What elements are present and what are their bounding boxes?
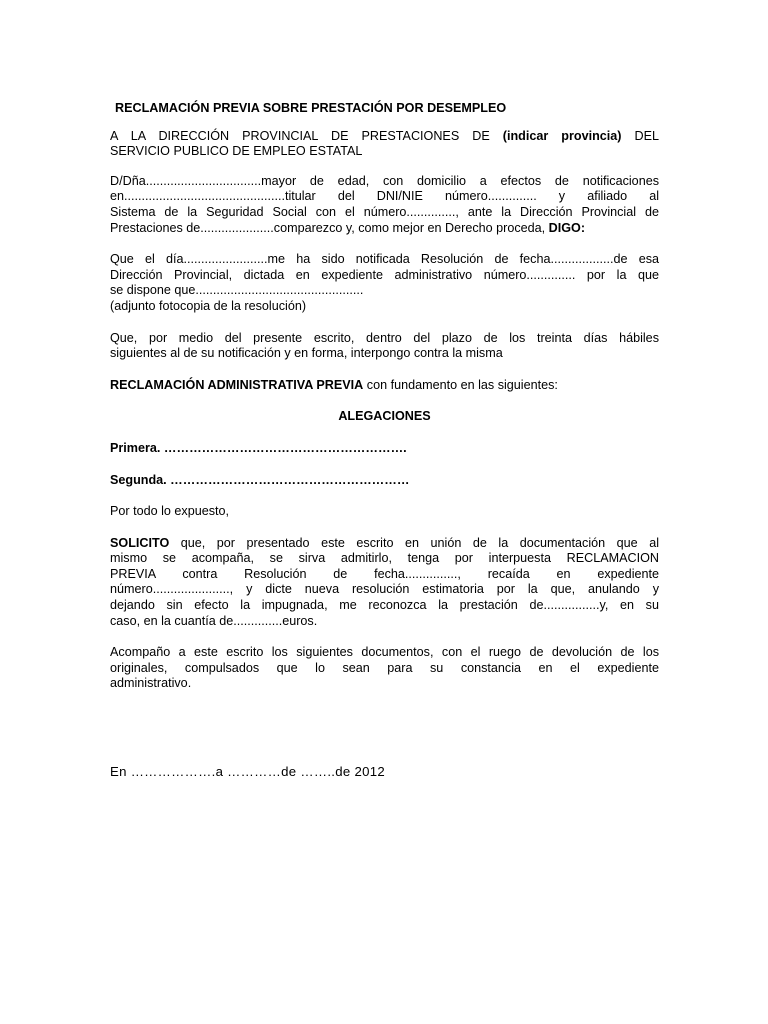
addressee-line-2: SERVICIO PUBLICO DE EMPLEO ESTATAL: [110, 144, 363, 159]
request-line-4: número......................, y dicte nueva resolución estimatoria por la que, anulando y: [110, 582, 659, 597]
request-solicito: SOLICITO: [110, 535, 170, 550]
conclusion-text: Por todo lo expuesto,: [110, 504, 230, 519]
attachments-line-1: Acompaño a este escrito los siguientes documentos, con el ruego de devolución de los: [110, 645, 659, 660]
request-line-6: caso, en la cuantía de..............euros.: [110, 613, 318, 628]
attachments-line-3: administrativo.: [110, 676, 192, 691]
attachments-paragraph: [110, 645, 659, 692]
request-line-1: [110, 536, 659, 552]
request-line-2: mismo se acompaña, se sirva admitirlo, tenga por interpuesta RECLAMACION: [110, 551, 659, 566]
intro-line-1: D/Dña.................................mayor de edad, con domicilio a efectos de notificaciones: [110, 173, 659, 188]
document-page: [110, 101, 659, 692]
allegations-heading: ALEGACIONES: [338, 409, 431, 424]
facts-line-4: (adjunto fotocopia de la resolución): [110, 298, 307, 313]
addressee-text: A LA DIRECCIÓN PROVINCIAL DE PRESTACIONES DE: [110, 128, 503, 143]
intro-line-3: Sistema de la Seguridad Social con el número.............., ante la Dirección Provincial de: [110, 204, 659, 219]
facts-line-2: Dirección Provincial, dictada en expediente administrativo número.............. por la que: [110, 267, 659, 282]
addressee-province-placeholder: (indicar provincia): [502, 128, 622, 143]
deadline-paragraph: [110, 331, 659, 362]
intro-digo: DIGO:: [548, 220, 586, 235]
second-allegation: [110, 473, 659, 489]
addressee-paragraph: [110, 129, 659, 160]
document-title: RECLAMACIÓN PREVIA SOBRE PRESTACIÓN POR DESEMPLEO: [115, 101, 507, 115]
date-place-line: En ……………….a …………de ……..de 2012: [110, 764, 386, 779]
claim-text: con fundamento en las siguientes:: [363, 377, 558, 392]
addressee-line-1: [110, 129, 659, 145]
claim-heading: RECLAMACIÓN ADMINISTRATIVA PREVIA: [110, 377, 364, 392]
second-allegation-label: Segunda.: [110, 472, 167, 487]
facts-paragraph: [110, 252, 659, 314]
attachments-line-2: originales, compulsados que lo sean para su constancia en el expediente: [110, 660, 659, 675]
claim-paragraph: [110, 378, 659, 394]
intro-paragraph: [110, 174, 659, 236]
request-line-1-text: que, por presentado este escrito en unión de la documentación que al: [169, 535, 659, 550]
second-allegation-dots: …………………………………………………: [166, 472, 410, 487]
facts-line-1: Que el día........................me ha sido notificada Resolución de fecha..................de esa: [110, 252, 659, 267]
first-allegation: [110, 441, 659, 457]
intro-line-2: en..............................................titular del DNI/NIE número.............. y afiliado al: [110, 189, 659, 204]
request-paragraph: [110, 536, 659, 630]
deadline-line-1: Que, por medio del presente escrito, dentro del plazo de los treinta días hábiles: [110, 330, 659, 345]
first-allegation-label: Primera.: [110, 440, 161, 455]
request-line-5: dejando sin efecto la impugnada, me reconozca la prestación de................y, en su: [110, 598, 659, 613]
intro-line-4-text: Prestaciones de.....................comparezco y, como mejor en Derecho proceda,: [110, 220, 549, 235]
facts-line-3: se dispone que................................................: [110, 283, 364, 298]
intro-line-4: [110, 221, 659, 237]
request-line-3: PREVIA contra Resolución de fecha..............., recaída en expediente: [110, 566, 659, 581]
addressee-text-end: DEL: [621, 128, 660, 143]
first-allegation-dots: ………………………………………………….: [160, 440, 407, 455]
deadline-line-2: siguientes al de su notificación y en forma, interpongo contra la misma: [110, 346, 503, 361]
